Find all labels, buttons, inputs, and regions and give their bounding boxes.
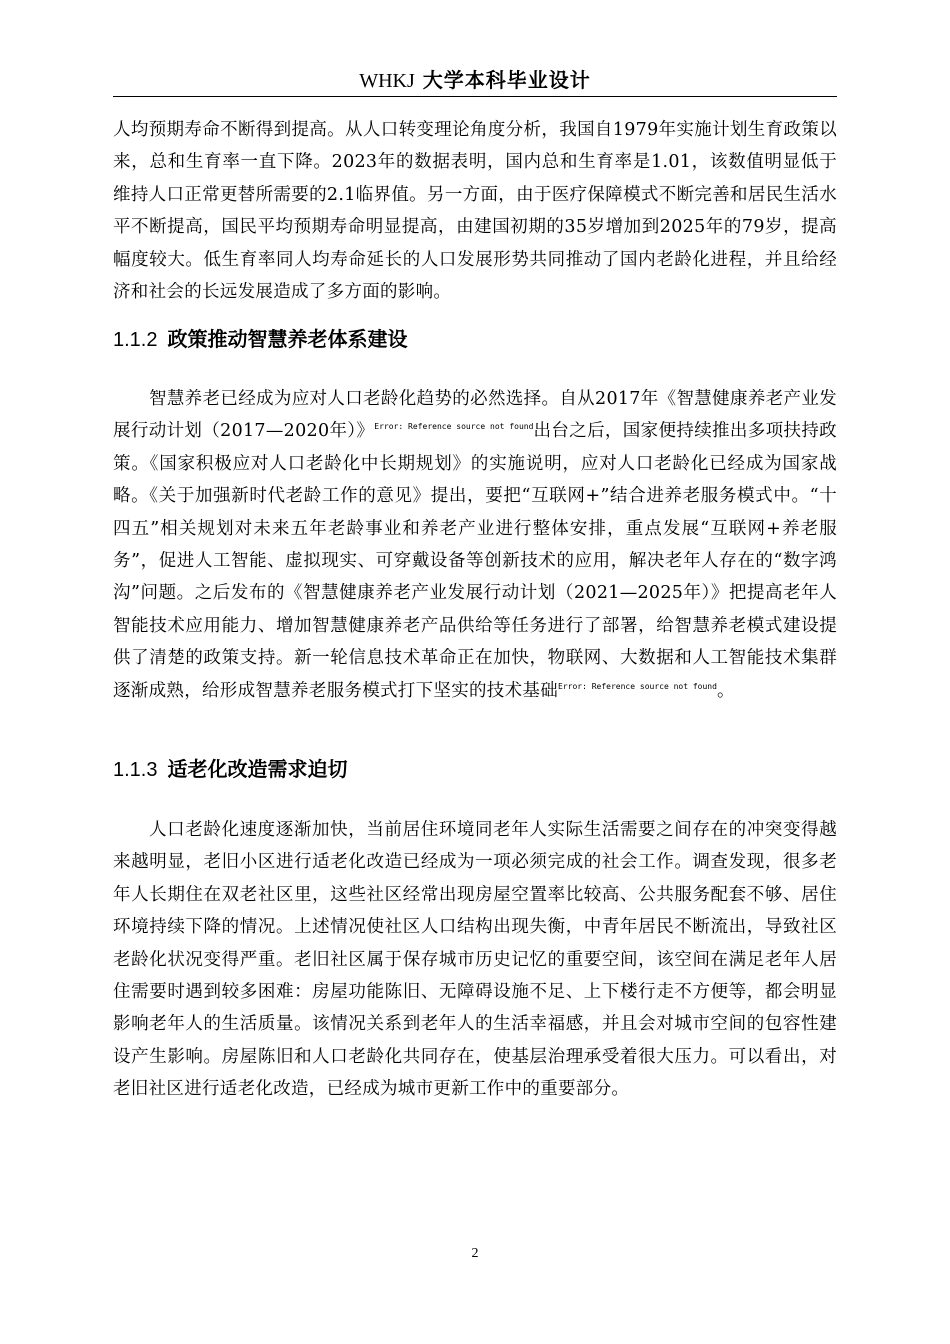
- paragraph-2: [113, 383, 837, 707]
- paragraph-1: 人均预期寿命不断得到提高。从人口转变理论角度分析，我国自1979年实施计划生育政策以来，总和生育率一直下降。2023年的数据表明，国内总和生育率是1.01，该数值明显低于维持人口正常更替所需要的2.1临界值。另一方面，由于医疗保障模式不断完善和居民生活水平不断提高，国民平均预期寿命明显提高，由建国初期的35岁增加到2025年的79岁，提高幅度较大。低生育率同人均寿命延长的人口发展形势共同推动了国内老龄化进程，并且给经济和社会的长远发展造成了多方面的影响。: [113, 120, 837, 303]
- header-title: 大学本科毕业设计: [422, 68, 591, 92]
- header-latin: WHKJ: [359, 70, 415, 92]
- section-heading-1-1-3: [113, 754, 837, 785]
- page-number: 2: [471, 1246, 479, 1261]
- section-title: 政策推动智慧养老体系建设: [167, 327, 408, 351]
- header-rule: [113, 96, 837, 97]
- paragraph-2-text-a: 智慧养老已经成为应对人口老龄化趋势的必然选择。自从2017年《智慧健康养老产业发展行动计划（2017—2020年）》: [113, 389, 837, 442]
- section-heading-1-1-2: [113, 324, 837, 355]
- reference-error-1: Error: Reference source not found: [374, 422, 534, 432]
- section-title: 适老化改造需求迫切: [167, 757, 348, 781]
- section-number: 1.1.3: [113, 759, 158, 781]
- paragraph-3: 人口老龄化速度逐渐加快，当前居住环境同老年人实际生活需要之间存在的冲突变得越来越明显，老旧小区进行适老化改造已经成为一项必须完成的社会工作。调查发现，很多老年人长期住在双老社区里，这些社区经常出现房屋空置率比较高、公共服务配套不够、居住环境持续下降的情况。上述情况使社区人口结构出现失衡，中青年居民不断流出，导致社区老龄化状况变得严重。老旧社区属于保存城市历史记忆的重要空间，该空间在满足老年人居住需要时遇到较多困难：房屋功能陈旧、无障碍设施不足、上下楼行走不方便等，都会明显影响老年人的生活质量。该情况关系到老年人的生活幸福感，并且会对城市空间的包容性建设产生影响。房屋陈旧和人口老龄化共同存在，使基层治理承受着很大压力。可以看出，对老旧社区进行适老化改造，已经成为城市更新工作中的重要部分。: [113, 820, 837, 1100]
- reference-error-2: Error: Reference source not found: [558, 681, 717, 691]
- section-number: 1.1.2: [113, 329, 158, 351]
- paragraph-2-end: 。: [716, 680, 735, 701]
- paragraph-2-text-b: 出台之后，国家便持续推出多项扶持政策。《国家积极应对人口老龄化中长期规划》的实施说明，应对人口老龄化已经成为国家战略。《关于加强新时代老龄工作的意见》提出，要把“互联网+”结合进养老服务模式中。“十四五”相关规划对未来五年老龄事业和养老产业进行整体安排，重点发展“互联网+养老服务”，促进人工智能、虚拟现实、可穿戴设备等创新技术的应用，解决老年人存在的“数字鸿沟”问题。之后发布的《智慧健康养老产业发展行动计划（2021—2025年）》把提高老年人智能技术应用能力、增加智慧健康养老产品供给等任务进行了部署，给智慧养老模式建设提供了清楚的政策支持。新一轮信息技术革命正在加快，物联网、大数据和人工智能技术集群逐渐成熟，给形成智慧养老服务模式打下坚实的技术基础: [113, 421, 837, 701]
- page-header: [113, 66, 837, 94]
